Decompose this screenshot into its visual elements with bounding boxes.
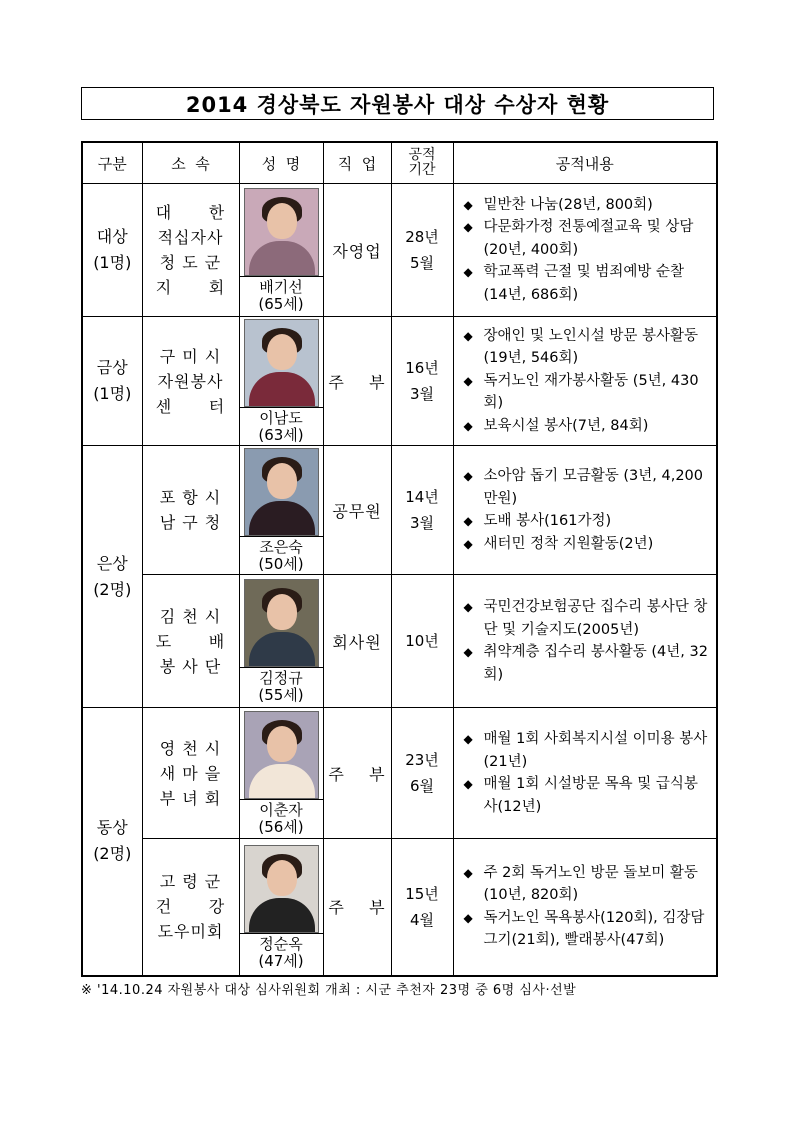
awardee-age: (47세) <box>258 951 304 970</box>
affiliation-line: 새 마 을 <box>159 763 222 783</box>
merit-cell <box>453 317 717 446</box>
merit-item: ◆ 국민건강보험공단 집수리 봉사단 창단 및 기술지도(2005년) <box>462 596 709 641</box>
term-line: 23년 <box>405 751 439 769</box>
grade-count: (1명) <box>93 253 132 272</box>
merit-item: ◆ 보육시설 봉사(7년, 84회) <box>462 415 709 438</box>
merit-cell <box>453 839 717 976</box>
grade-cell <box>82 708 142 976</box>
photo-with-name <box>240 186 323 314</box>
table-row <box>82 575 717 708</box>
awardee-age: (65세) <box>258 295 304 313</box>
merit-item: ◆ 취약계층 집수리 봉사활동 (4년, 32회) <box>462 641 709 686</box>
affiliation-cell <box>142 708 239 839</box>
photo-figure-head <box>267 203 297 239</box>
affiliation-line: 봉 사 단 <box>159 656 222 676</box>
merit-item: ◆ 학교폭력 근절 및 범죄예방 순찰(14년, 686회) <box>462 261 709 306</box>
photo-figure-head <box>267 334 297 370</box>
term-cell <box>391 575 453 708</box>
term-cell <box>391 446 453 575</box>
awardee-name-text: 정순옥 <box>259 934 303 953</box>
awardee-name-text: 이춘자 <box>259 801 303 819</box>
affiliation-line: 적십자사 <box>157 228 224 247</box>
awardee-name <box>240 407 323 445</box>
photo-figure-head <box>267 594 297 630</box>
table-row <box>82 317 717 446</box>
header-term <box>391 142 453 184</box>
affiliation-line: 센 터 <box>155 396 226 416</box>
portrait-photo <box>244 448 319 536</box>
header-merit: 공적내용 <box>453 142 717 184</box>
awardee-age: (63세) <box>258 426 304 444</box>
awardee-age: (50세) <box>258 555 304 573</box>
name-cell <box>239 839 323 976</box>
merit-item: ◆ 독거노인 재가봉사활동 (5년, 430회) <box>462 370 709 415</box>
term-line: 28년 <box>405 228 439 246</box>
affiliation-line: 도우미회 <box>157 922 224 942</box>
awardee-age: (56세) <box>258 818 304 836</box>
awardee-name-text: 김정규 <box>259 669 303 687</box>
merit-cell <box>453 575 717 708</box>
photo-figure-head <box>267 860 297 896</box>
merit-cell <box>453 446 717 575</box>
affiliation-line: 고 령 군 <box>159 872 222 892</box>
awardee-name-text: 이남도 <box>259 409 303 427</box>
awardee-table <box>81 141 718 977</box>
footnote: ※ '14.10.24 자원봉사 대상 심사위원회 개최 : 시군 추천자 23명 중 6명 심사·선발 <box>81 983 577 998</box>
table-row <box>82 446 717 575</box>
photo-figure-head <box>267 463 297 499</box>
merit-item: ◆ 밑반찬 나눔(28년, 800회) <box>462 194 709 217</box>
photo-with-name <box>240 317 323 445</box>
table-row <box>82 839 717 976</box>
awardee-age: (55세) <box>258 686 304 704</box>
grade-count: (2명) <box>93 844 132 864</box>
table-row <box>82 708 717 839</box>
grade-cell <box>82 317 142 446</box>
merit-item: ◆ 매월 1회 시설방문 목욕 및 급식봉사(12년) <box>462 773 709 818</box>
affiliation-line: 도 배 <box>155 631 226 651</box>
name-cell <box>239 708 323 839</box>
merit-item: ◆ 도배 봉사(161가정) <box>462 510 709 533</box>
name-cell <box>239 184 323 317</box>
awardee-name <box>240 536 323 574</box>
grade-count: (1명) <box>93 384 132 403</box>
merit-item: ◆ 소아암 돕기 모금활동 (3년, 4,200만원) <box>462 465 709 510</box>
grade-label: 동상 <box>96 818 128 838</box>
photo-figure-head <box>267 726 297 762</box>
affiliation-line: 남 구 청 <box>159 513 222 532</box>
term-line: 4월 <box>409 910 435 929</box>
grade-label: 대상 <box>96 227 128 246</box>
term-line: 5월 <box>409 254 435 272</box>
term-cell <box>391 184 453 317</box>
term-line: 10년 <box>405 632 439 650</box>
term-cell <box>391 708 453 839</box>
affiliation-cell <box>142 317 239 446</box>
term-cell <box>391 839 453 976</box>
merit-cell <box>453 708 717 839</box>
grade-count: (2명) <box>93 579 132 599</box>
merit-item: ◆ 독거노인 목욕봉사(120회), 김장담그기(21회), 빨래봉사(47회) <box>462 907 709 952</box>
awardee-name <box>240 799 323 837</box>
affiliation-line: 포 항 시 <box>159 488 222 507</box>
portrait-photo <box>244 579 319 667</box>
portrait-photo <box>244 319 319 407</box>
merit-cell <box>453 184 717 317</box>
affiliation-line: 구 미 시 <box>159 346 222 366</box>
photo-with-name <box>240 843 323 971</box>
merit-item: ◆ 다문화가정 전통예절교육 및 상담(20년, 400회) <box>462 216 709 261</box>
term-line: 6월 <box>409 777 435 795</box>
name-cell <box>239 575 323 708</box>
affiliation-cell <box>142 446 239 575</box>
job-cell: 주 부 <box>323 708 391 839</box>
job-cell: 회사원 <box>323 575 391 708</box>
awardee-name-text: 배기선 <box>259 278 303 296</box>
grade-label: 은상 <box>96 553 128 573</box>
header-grade: 구분 <box>82 142 142 184</box>
term-line: 3월 <box>409 514 435 532</box>
affiliation-line: 대 한 <box>155 203 226 222</box>
grade-label: 금상 <box>96 358 128 377</box>
affiliation-line: 건 강 <box>155 897 226 917</box>
table-body <box>82 184 717 976</box>
affiliation-cell <box>142 839 239 976</box>
term-line: 15년 <box>405 884 439 903</box>
photo-with-name <box>240 446 323 574</box>
grade-cell <box>82 184 142 317</box>
affiliation-line: 청 도 군 <box>159 253 222 272</box>
portrait-photo <box>244 188 319 276</box>
affiliation-line: 부 녀 회 <box>159 788 222 808</box>
merit-item: ◆ 매월 1회 사회복지시설 이미용 봉사(21년) <box>462 728 709 773</box>
affiliation-cell <box>142 575 239 708</box>
job-cell: 공무원 <box>323 446 391 575</box>
merit-item: ◆ 새터민 정착 지원활동(2년) <box>462 533 709 556</box>
photo-with-name <box>240 709 323 837</box>
page-title: 2014 경상북도 자원봉사 대상 수상자 현황 <box>81 87 714 120</box>
header-job: 직 업 <box>323 142 391 184</box>
job-cell: 자영업 <box>323 184 391 317</box>
header-term-line2: 기간 <box>408 162 436 178</box>
affiliation-line: 김 천 시 <box>159 606 222 626</box>
affiliation-line: 자원봉사 <box>157 371 224 391</box>
affiliation-cell <box>142 184 239 317</box>
table-row <box>82 184 717 317</box>
affiliation-line: 영 천 시 <box>159 738 222 758</box>
header-term-line1: 공적 <box>408 147 436 163</box>
affiliation-line: 지 회 <box>155 278 226 297</box>
term-line: 16년 <box>405 359 439 377</box>
term-line: 14년 <box>405 488 439 506</box>
awardee-name <box>240 933 323 971</box>
portrait-photo <box>244 845 319 933</box>
merit-item: ◆ 장애인 및 노인시설 방문 봉사활동(19년, 546회) <box>462 325 709 370</box>
awardee-name <box>240 667 323 705</box>
awardee-name-text: 조은숙 <box>259 538 303 556</box>
name-cell <box>239 317 323 446</box>
photo-with-name <box>240 577 323 705</box>
header-row <box>82 142 717 184</box>
awardee-name <box>240 276 323 314</box>
portrait-photo <box>244 711 319 799</box>
header-name: 성 명 <box>239 142 323 184</box>
job-cell: 주 부 <box>323 317 391 446</box>
name-cell <box>239 446 323 575</box>
job-cell: 주 부 <box>323 839 391 976</box>
term-cell <box>391 317 453 446</box>
merit-item: ◆ 주 2회 독거노인 방문 돌보미 활동(10년, 820회) <box>462 862 709 907</box>
header-affiliation: 소 속 <box>142 142 239 184</box>
term-line: 3월 <box>409 385 435 403</box>
grade-cell <box>82 446 142 708</box>
